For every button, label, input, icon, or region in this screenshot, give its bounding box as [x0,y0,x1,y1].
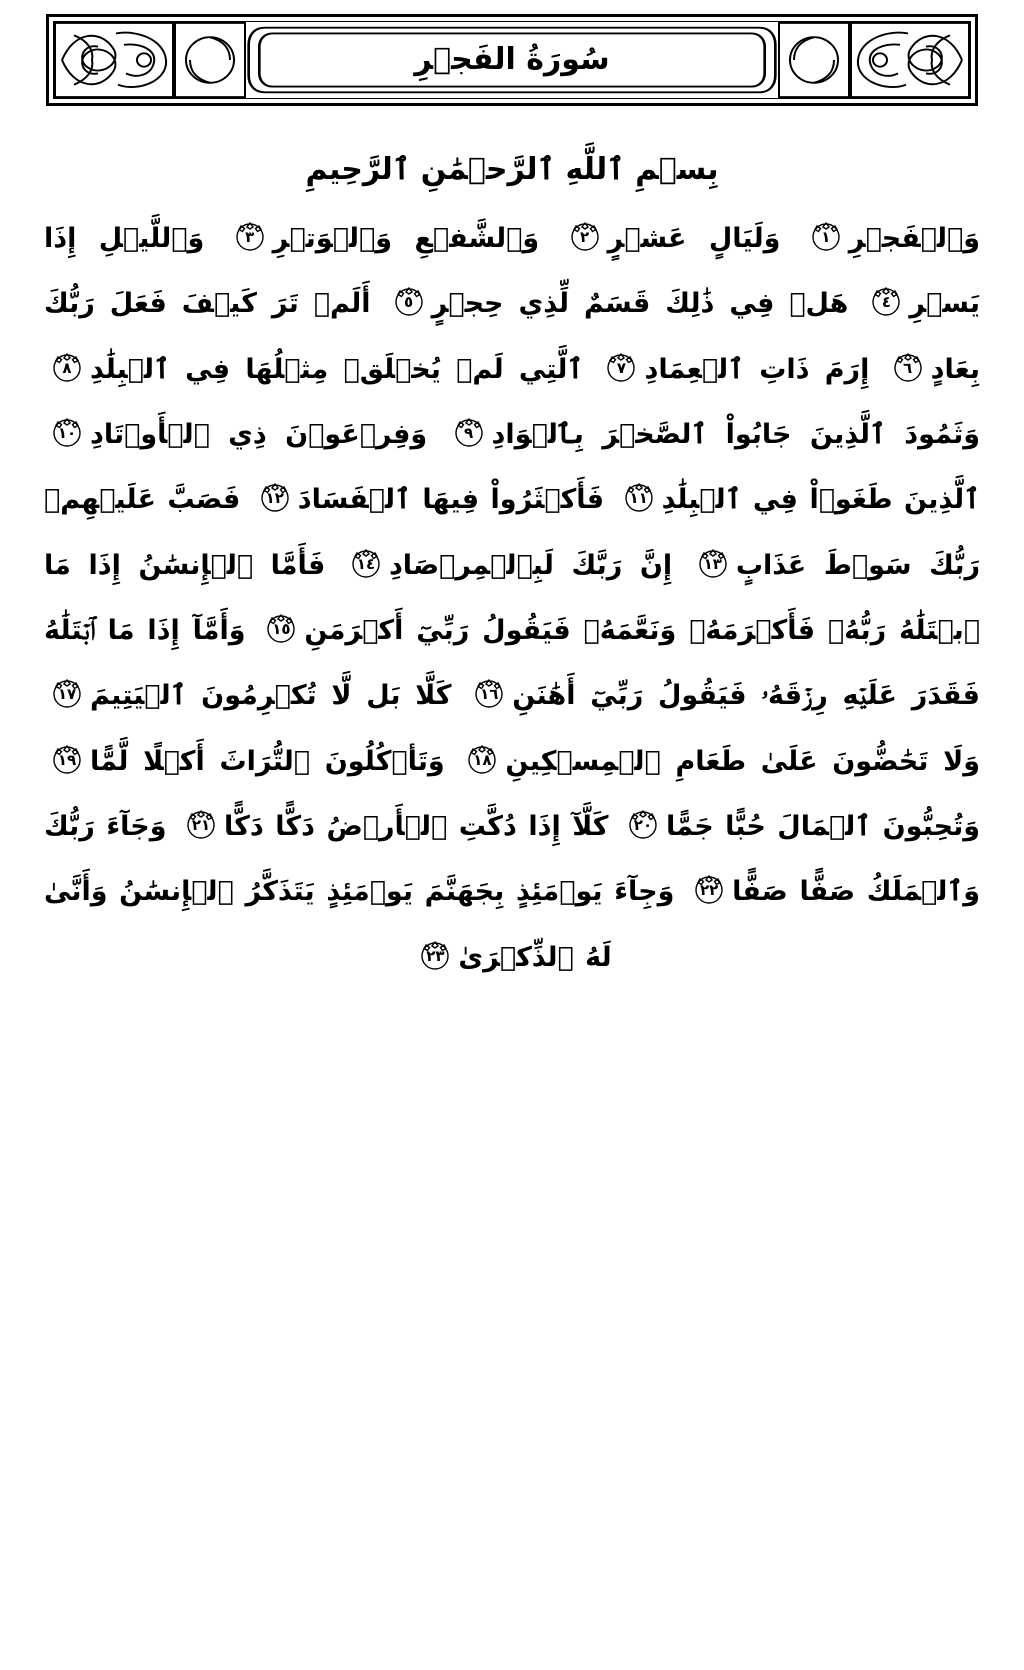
ayah-number-marker [261,608,301,648]
surah-header-banner [46,14,978,106]
ayah-text: ٱلَّتِي لَمۡ يُخۡلَقۡ مِثۡلُهَا فِي ٱلۡبِلَٰدِ [90,353,584,385]
ayah-text: وَٱللَّيۡلِ إِذَا يَسۡرِ [44,223,981,320]
ayah-text: فَصَبَّ عَلَيۡهِمۡ رَبُّكَ سَوۡطَ عَذَابٍ [44,484,981,581]
ayah-number: ٨ [62,358,72,377]
circle-medallion-icon-2 [778,22,850,98]
ayah-number: ٦ [903,358,913,377]
ayah-number: ١١ [629,489,648,508]
ayah-text: هَلۡ فِي ذَٰلِكَ قَسَمٌ لِّذِي حِجۡرٍ [431,288,849,320]
quran-text-block [0,188,1024,990]
ayah-number: ٧ [616,358,627,377]
arabesque-ornament-icon [54,22,174,98]
ayah-number: ١٦ [480,685,499,704]
ayah-text: وَلَا تَحَٰضُّونَ عَلَىٰ طَعَامِ ٱلۡمِسۡكِينِ [505,745,981,777]
surah-title-cartouche [246,22,778,98]
ayah-number: ١٥ [272,619,291,638]
ayah-number-marker [462,739,502,779]
quran-page [0,14,1024,1670]
ayah-number-marker [47,412,87,452]
ayah-text: فَأَمَّا ٱلۡإِنسَٰنُ إِذَا مَا ٱبۡتَلَٰهُ رَبُّهُۥ فَأَكۡرَمَهُۥ وَنَعَّمَهُۥ فَيَقُولُ رَبِّيٓ أَكۡرَمَنِ [44,549,980,646]
ayah-number-marker [866,281,906,321]
ayah-text: ٱلَّذِينَ طَغَوۡاْ فِي ٱلۡبِلَٰدِ [661,484,980,516]
ayah-number-marker [619,477,659,517]
ayah-number: ١٤ [356,554,376,573]
ayah-text: إِنَّ رَبَّكَ لَبِٱلۡمِرۡصَادِ [388,549,673,581]
ayah-number-marker [565,216,605,256]
ayah-number: ٢١ [191,815,211,834]
ayah-text: أَلَمۡ تَرَ كَيۡفَ فَعَلَ رَبُّكَ بِعَادٍ [44,288,980,385]
ayah-number-marker [449,412,489,452]
ayah-text: وَلَيَالٍ عَشۡرٍ [607,223,781,254]
ayah-number: ٢٢ [699,881,719,900]
circle-medallion-icon [174,22,246,98]
ayah-text: كَلَّا بَل لَّا تُكۡرِمُونَ ٱلۡيَتِيمَ [90,680,452,712]
ayah-number-marker [389,281,429,321]
ayah-number-marker [181,804,221,844]
ayah-number: ٩ [463,423,474,442]
ayah-number: ١ [821,228,831,246]
ayah-number: ١٩ [57,750,77,769]
ayah-number-marker [47,739,87,779]
ayah-text: وَأَمَّآ إِذَا مَا ٱبۡتَلَٰهُ فَقَدَرَ عَلَيۡهِ رِزۡقَهُۥ فَيَقُولُ رَبِّيٓ أَهَٰنَنِ [44,614,980,712]
ayah-number: ٥ [404,293,414,312]
ayah-number-marker [623,804,663,844]
ayah-number-marker [469,673,509,713]
ayah-text: وَٱلۡفَجۡرِ [848,223,981,254]
ayah-text: وَفِرۡعَوۡنَ ذِي ٱلۡأَوۡتَادِ [90,418,428,450]
ayah-number: ١٣ [703,554,722,573]
ayah-number: ٢٣ [426,946,445,965]
ayah-number: ٤ [881,293,891,312]
ayah-number-marker [346,543,386,583]
ayah-number: ١٨ [473,750,492,769]
ayah-number-marker [230,216,270,256]
surah-title: سُورَةُ الفَجۡرِ [414,42,610,77]
ayah-number-marker [601,347,641,387]
ayah-number-marker [255,477,295,517]
surah-header-inner-frame [53,21,971,99]
ayah-text: إِرَمَ ذَاتِ ٱلۡعِمَادِ [644,353,870,385]
ayah-number: ٣ [245,228,255,246]
ayah-text: وَجِآءَ يَوۡمَئِذٍ بِجَهَنَّمَ يَوۡمَئِذٍ يَتَذَكَّرُ ٱلۡإِنسَٰنُ وَأَنَّىٰ لَهُ ٱلذِّكۡرَىٰ [44,876,675,973]
ayah-number: ١٧ [57,685,77,704]
ayah-number-marker [415,935,455,975]
ayah-number-marker [888,347,928,387]
ayah-text: وَجَآءَ رَبُّكَ وَٱلۡمَلَكُ صَفًّا صَفًّا [44,810,980,908]
ayah-number-marker [47,673,87,713]
ayah-number-marker [806,216,846,256]
ayah-text: وَثَمُودَ ٱلَّذِينَ جَابُواْ ٱلصَّخۡرَ بِٱلۡوَادِ [491,418,981,450]
ayah-text: فَأَكۡثَرُواْ فِيهَا ٱلۡفَسَادَ [297,484,605,516]
ayah-number-marker [693,543,733,583]
basmala: بِسۡمِ ٱللَّهِ ٱلرَّحۡمَٰنِ ٱلرَّحِيمِ [305,152,719,187]
ayah-number: ٢ [579,228,590,246]
ayah-text: وَتُحِبُّونَ ٱلۡمَالَ حُبًّا جَمًّا [665,810,980,842]
arabesque-ornament-icon-2 [850,22,970,98]
ayah-number-marker [689,869,729,909]
ayah-number-marker [47,347,87,387]
ayah-text: كَلَّآ إِذَا دُكَّتِ ٱلۡأَرۡضُ دَكًّا دَكًّا [224,810,609,842]
ayah-text: وَتَأۡكُلُونَ ٱلتُّرَاثَ أَكۡلًا لَّمًّا [90,745,445,777]
ayah-number: ٢٠ [633,815,653,834]
ayah-number: ١٢ [265,489,284,508]
ayah-text: وَٱلشَّفۡعِ وَٱلۡوَتۡرِ [272,223,540,254]
ayah-number: ١٠ [57,423,77,442]
